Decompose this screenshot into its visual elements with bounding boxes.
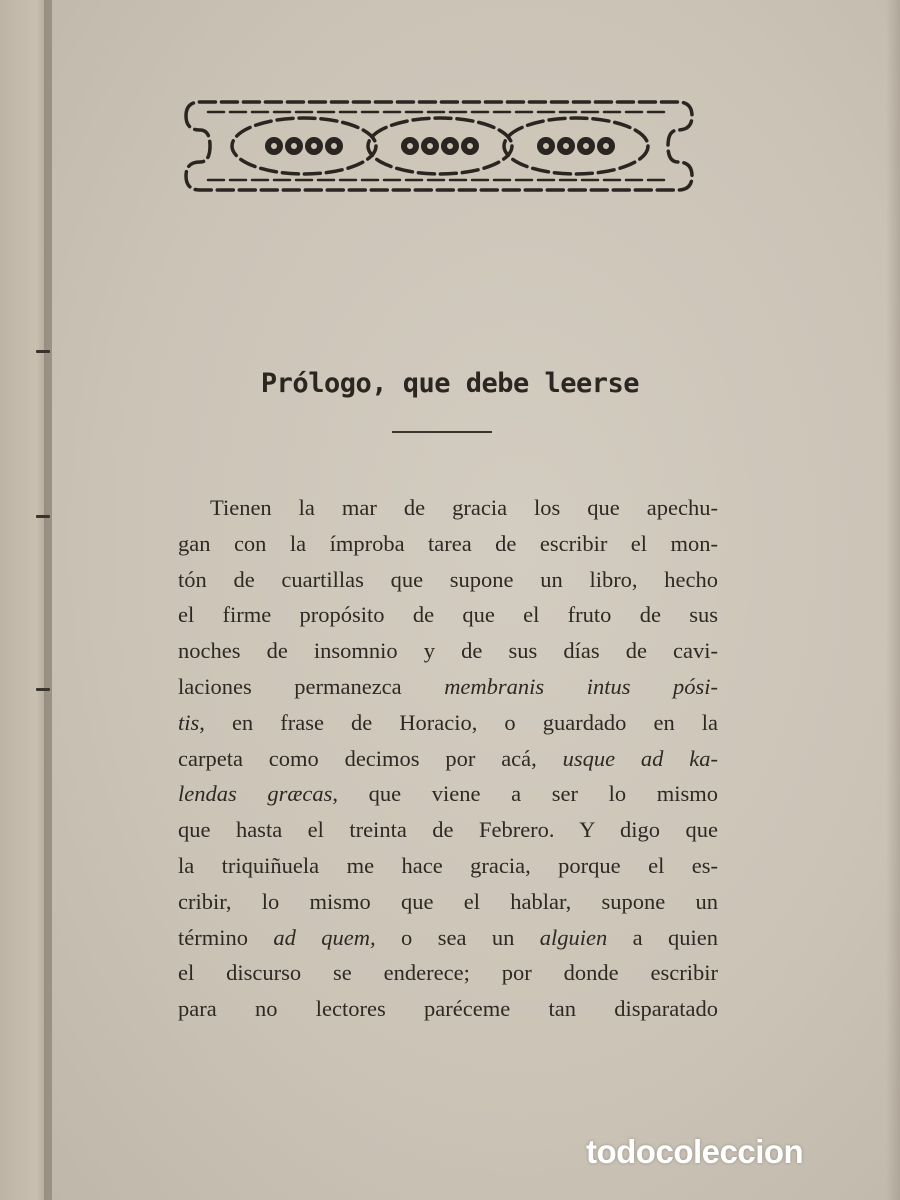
text-segment: noches de insomnio y de sus días de cavi- [178,638,718,664]
text-line [178,597,718,633]
watermark-text: todocoleccion [586,1133,804,1170]
text-line [178,955,718,991]
title-underline-rule [392,431,492,433]
page-edge-shadow [886,0,900,1200]
italic-latin-phrase: membranis intus pósi- [444,673,718,699]
binding-mark [36,350,50,353]
text-line [178,741,718,777]
text-line [178,705,718,741]
binding-mark [36,515,50,518]
italic-latin-phrase: alguien [539,924,608,950]
italic-latin-phrase: ad quem, [273,924,376,950]
text-segment: para no lectores paréceme tan disparatado [178,996,718,1022]
flower-pattern [265,137,615,155]
text-segment: , que viene a ser lo mismo [332,781,718,807]
text-line [178,669,718,705]
text-line [178,776,718,812]
text-line [178,490,718,526]
text-line [178,884,718,920]
italic-latin-phrase: lendas græcas [178,781,333,807]
chapter-title: Prólogo, que debe leerse [260,368,640,399]
text-line [178,848,718,884]
text-line [178,812,718,848]
text-segment: , en frase de Horacio, o guardado en la [199,709,718,735]
text-segment: la triquiñuela me hace gracia, porque el es- [178,852,718,878]
text-line [178,920,718,956]
text-segment: gan con la ímproba tarea de escribir el mon- [178,530,718,556]
text-line [178,633,718,669]
text-segment: el firme propósito de que el fruto de sus [178,602,718,628]
text-segment: carpeta como decimos por acá, [178,745,563,771]
text-line [178,991,718,1027]
text-line [178,562,718,598]
italic-latin-phrase: usque ad ka- [562,745,718,771]
body-paragraph [178,490,718,1027]
text-segment: tón de cuartillas que supone un libro, hecho [178,566,718,592]
text-segment: Tienen la mar de gracia los que apechu- [210,495,718,520]
text-segment: a quien [607,924,719,950]
text-segment: laciones permanezca [178,673,445,699]
text-segment: término [178,924,274,950]
italic-latin-phrase: tis [178,709,200,735]
text-segment: que hasta el treinta de Febrero. Y digo que [178,817,718,843]
decorative-headpiece-ornament [178,92,700,200]
text-segment: cribir, lo mismo que el hablar, supone un [178,888,718,914]
text-segment: o sea un [375,924,540,950]
text-line [178,526,718,562]
text-segment: el discurso se enderece; por donde escribir [178,960,718,986]
binding-mark [36,688,50,691]
